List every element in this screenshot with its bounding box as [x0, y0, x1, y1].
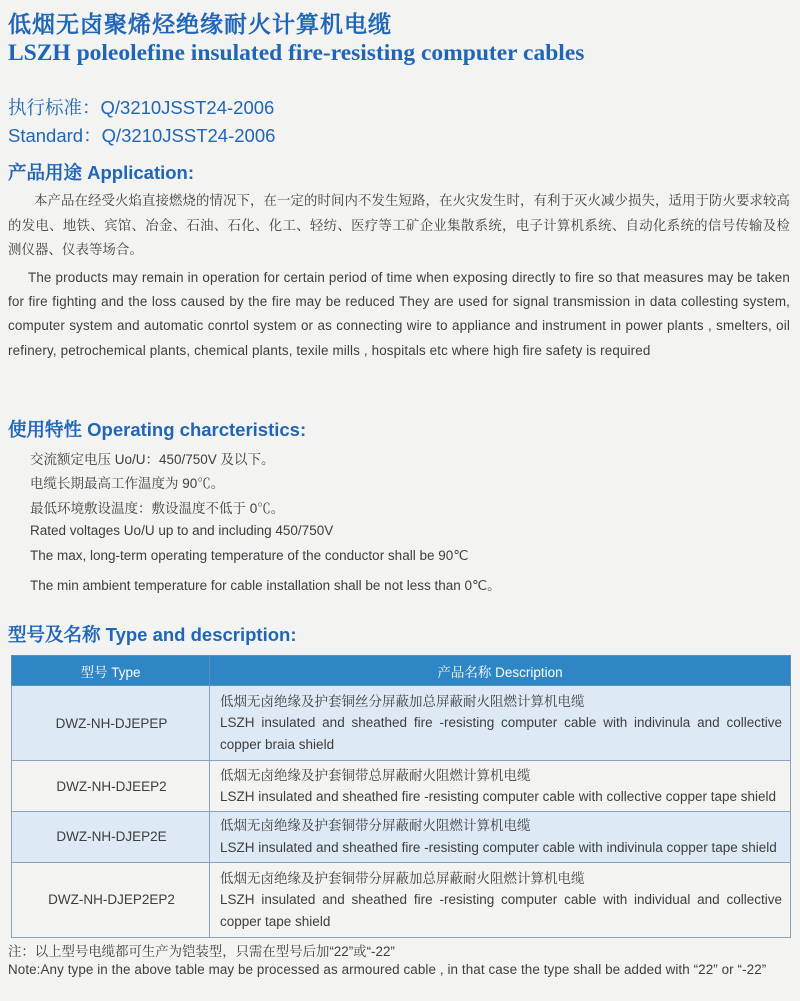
description-english: LSZH insulated and sheathed fire -resisting computer cable with individual and collective copper tape shield — [220, 892, 782, 929]
operating-line: 电缆长期最高工作温度为 90℃。 — [30, 476, 225, 491]
type-description-table — [11, 655, 791, 938]
type-cell: DWZ-NH-DJEEP2 — [12, 761, 210, 812]
application-heading: 产品用途 Application: — [8, 162, 195, 183]
description-chinese: 低烟无卤绝缘及护套铜丝分屏蔽加总屏蔽耐火阻燃计算机电缆 — [220, 693, 585, 709]
description-chinese: 低烟无卤绝缘及护套铜带分屏蔽耐火阻燃计算机电缆 — [220, 818, 531, 834]
description-cell — [210, 761, 791, 812]
table-row — [12, 862, 791, 937]
operating-line: The max, long-term operating temperature of the conductor shall be 90℃ — [30, 548, 469, 563]
description-english: LSZH insulated and sheathed fire -resisting computer cable with collective copper tape shield — [220, 789, 777, 805]
type-cell: DWZ-NH-DJEP2E — [12, 811, 210, 862]
title-english: LSZH poleolefine insulated fire-resisting computer cables — [8, 40, 585, 66]
table-header-row — [12, 656, 791, 686]
application-text-english: The products may remain in operation for certain period of time when exposing directly to fire so that measures may be taken for fire fighting and the loss caused by the fire may be reduced They are used for signal transmission in data collesting system, computer system and automatic conrtol system or as connecting wire to appliance and instrument in power plants , smelters, oil refinery, petrochemical plants, chemical plants, texile mills , hospitals etc where high fire safety is required — [8, 270, 790, 358]
type-cell: DWZ-NH-DJEPEP — [12, 686, 210, 761]
column-header-type: 型号 Type — [12, 656, 210, 686]
title-chinese: 低烟无卤聚烯烃绝缘耐火计算机电缆 — [8, 11, 392, 38]
standard-chinese: 执行标准：Q/3210JSST24-2006 — [8, 97, 275, 118]
operating-line: 最低环境敷设温度：敷设温度不低于 0℃。 — [30, 501, 285, 516]
note-chinese: 注：以上型号电缆都可生产为铠装型，只需在型号后加“22”或“-22” — [8, 944, 395, 959]
operating-line: 交流额定电压 Uo/U：450/750V 及以下。 — [30, 452, 275, 467]
description-english: LSZH insulated and sheathed fire -resisting computer cable with indivinula copper tape shield — [220, 839, 777, 855]
operating-line: Rated voltages Uo/U up to and including 450/750V — [30, 523, 334, 538]
type-cell: DWZ-NH-DJEP2EP2 — [12, 862, 210, 937]
application-text-chinese: 本产品在经受火焰直接燃烧的情况下，在一定的时间内不发生短路，在火灾发生时，有利于灭火减少损失，适用于防火要求较高的发电、地铁、宾馆、冶金、石油、石化、化工、轻纺、医疗等工矿企业集散系统，电子计算机系统、自动化系统的信号传输及检测仪器、仪表等场合。 — [8, 193, 790, 257]
description-chinese: 低烟无卤绝缘及护套铜带总屏蔽耐火阻燃计算机电缆 — [220, 767, 531, 783]
table-row — [12, 686, 791, 761]
table-row — [12, 761, 791, 812]
description-cell — [210, 686, 791, 761]
note-english: Note:Any type in the above table may be processed as armoured cable , in that case the type shall be added with “22” or “-22” — [8, 962, 767, 977]
operating-line: The min ambient temperature for cable installation shall be not less than 0℃。 — [30, 578, 501, 593]
type-heading: 型号及名称 Type and description: — [8, 624, 297, 645]
table-row — [12, 811, 791, 862]
description-cell — [210, 862, 791, 937]
description-english: LSZH insulated and sheathed fire -resisting computer cable with indivinula and collective copper braia shield — [220, 715, 782, 752]
column-header-description: 产品名称 Description — [210, 656, 791, 686]
standard-english: Standard：Q/3210JSST24-2006 — [8, 125, 276, 146]
description-chinese: 低烟无卤绝缘及护套铜带分屏蔽加总屏蔽耐火阻燃计算机电缆 — [220, 870, 585, 886]
operating-heading: 使用特性 Operating charcteristics: — [8, 419, 307, 440]
description-cell — [210, 811, 791, 862]
